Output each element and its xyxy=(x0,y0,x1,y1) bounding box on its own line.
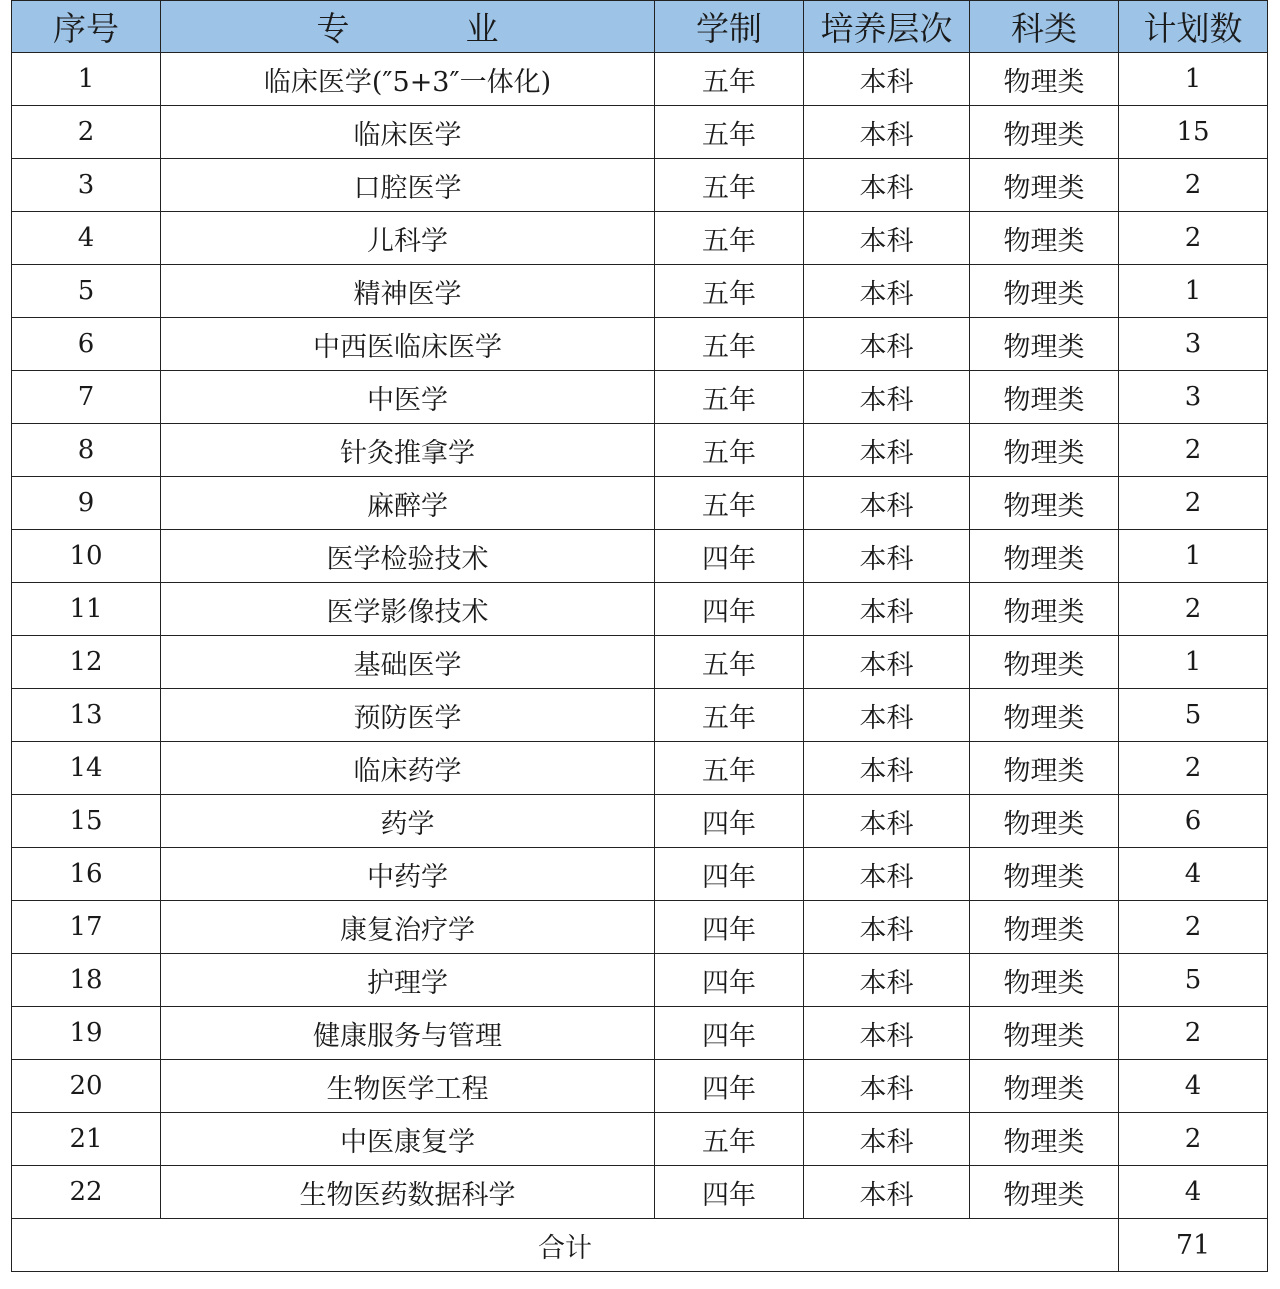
cell-duration: 四年 xyxy=(655,1060,804,1113)
table-row xyxy=(12,159,1268,212)
cell-level: 本科 xyxy=(804,689,970,742)
cell-duration: 五年 xyxy=(655,106,804,159)
cell-major: 康复治疗学 xyxy=(161,901,655,954)
header-category: 科类 xyxy=(970,1,1119,53)
cell-seq: 8 xyxy=(12,424,161,477)
cell-plan: 4 xyxy=(1119,848,1268,901)
cell-seq: 20 xyxy=(12,1060,161,1113)
cell-seq: 15 xyxy=(12,795,161,848)
cell-plan: 2 xyxy=(1119,212,1268,265)
cell-plan: 3 xyxy=(1119,371,1268,424)
header-plan: 计划数 xyxy=(1119,1,1268,53)
table-row xyxy=(12,53,1268,106)
cell-category: 物理类 xyxy=(970,583,1119,636)
cell-seq: 12 xyxy=(12,636,161,689)
cell-plan: 3 xyxy=(1119,318,1268,371)
cell-seq: 22 xyxy=(12,1166,161,1219)
cell-duration: 五年 xyxy=(655,53,804,106)
enrollment-plan-table xyxy=(11,0,1268,1272)
cell-plan: 2 xyxy=(1119,901,1268,954)
cell-category: 物理类 xyxy=(970,53,1119,106)
cell-seq: 13 xyxy=(12,689,161,742)
cell-category: 物理类 xyxy=(970,901,1119,954)
table-row xyxy=(12,1060,1268,1113)
cell-level: 本科 xyxy=(804,530,970,583)
cell-category: 物理类 xyxy=(970,1060,1119,1113)
cell-plan: 2 xyxy=(1119,1113,1268,1166)
cell-plan: 4 xyxy=(1119,1060,1268,1113)
cell-major: 针灸推拿学 xyxy=(161,424,655,477)
cell-duration: 四年 xyxy=(655,1007,804,1060)
cell-category: 物理类 xyxy=(970,159,1119,212)
header-seq: 序号 xyxy=(12,1,161,53)
cell-seq: 11 xyxy=(12,583,161,636)
cell-level: 本科 xyxy=(804,53,970,106)
cell-seq: 21 xyxy=(12,1113,161,1166)
table-row xyxy=(12,636,1268,689)
cell-seq: 10 xyxy=(12,530,161,583)
cell-major: 临床医学(″5+3″一体化) xyxy=(161,53,655,106)
cell-category: 物理类 xyxy=(970,689,1119,742)
cell-major: 儿科学 xyxy=(161,212,655,265)
cell-category: 物理类 xyxy=(970,318,1119,371)
cell-seq: 1 xyxy=(12,53,161,106)
table-row xyxy=(12,318,1268,371)
cell-plan: 2 xyxy=(1119,477,1268,530)
cell-duration: 五年 xyxy=(655,265,804,318)
cell-duration: 四年 xyxy=(655,530,804,583)
cell-seq: 3 xyxy=(12,159,161,212)
cell-level: 本科 xyxy=(804,1113,970,1166)
cell-seq: 14 xyxy=(12,742,161,795)
cell-category: 物理类 xyxy=(970,1166,1119,1219)
cell-level: 本科 xyxy=(804,1007,970,1060)
cell-seq: 19 xyxy=(12,1007,161,1060)
table-row xyxy=(12,1166,1268,1219)
cell-major: 中药学 xyxy=(161,848,655,901)
table-row xyxy=(12,795,1268,848)
cell-seq: 4 xyxy=(12,212,161,265)
cell-duration: 五年 xyxy=(655,689,804,742)
cell-category: 物理类 xyxy=(970,636,1119,689)
cell-seq: 9 xyxy=(12,477,161,530)
cell-seq: 18 xyxy=(12,954,161,1007)
table-row xyxy=(12,901,1268,954)
cell-duration: 四年 xyxy=(655,1166,804,1219)
cell-level: 本科 xyxy=(804,265,970,318)
cell-duration: 四年 xyxy=(655,583,804,636)
cell-plan: 15 xyxy=(1119,106,1268,159)
table-footer xyxy=(12,1219,1268,1272)
table-row xyxy=(12,424,1268,477)
table-row xyxy=(12,689,1268,742)
enrollment-plan-sheet xyxy=(11,0,1267,1272)
cell-seq: 7 xyxy=(12,371,161,424)
table-row xyxy=(12,265,1268,318)
cell-level: 本科 xyxy=(804,159,970,212)
cell-duration: 五年 xyxy=(655,318,804,371)
cell-major: 医学影像技术 xyxy=(161,583,655,636)
cell-plan: 4 xyxy=(1119,1166,1268,1219)
cell-duration: 五年 xyxy=(655,212,804,265)
cell-duration: 四年 xyxy=(655,795,804,848)
cell-level: 本科 xyxy=(804,901,970,954)
header-major: 专 业 xyxy=(161,1,655,53)
cell-seq: 2 xyxy=(12,106,161,159)
cell-seq: 5 xyxy=(12,265,161,318)
cell-level: 本科 xyxy=(804,1060,970,1113)
table-row xyxy=(12,212,1268,265)
cell-category: 物理类 xyxy=(970,212,1119,265)
cell-major: 中医康复学 xyxy=(161,1113,655,1166)
table-row xyxy=(12,583,1268,636)
cell-major: 中医学 xyxy=(161,371,655,424)
cell-major: 护理学 xyxy=(161,954,655,1007)
total-label: 合计 xyxy=(12,1219,1119,1272)
cell-seq: 17 xyxy=(12,901,161,954)
cell-duration: 四年 xyxy=(655,954,804,1007)
cell-category: 物理类 xyxy=(970,1007,1119,1060)
cell-major: 麻醉学 xyxy=(161,477,655,530)
cell-category: 物理类 xyxy=(970,1113,1119,1166)
cell-level: 本科 xyxy=(804,477,970,530)
cell-plan: 1 xyxy=(1119,636,1268,689)
cell-seq: 16 xyxy=(12,848,161,901)
cell-duration: 四年 xyxy=(655,901,804,954)
cell-level: 本科 xyxy=(804,212,970,265)
cell-level: 本科 xyxy=(804,795,970,848)
cell-category: 物理类 xyxy=(970,848,1119,901)
cell-duration: 五年 xyxy=(655,742,804,795)
cell-major: 药学 xyxy=(161,795,655,848)
table-row xyxy=(12,477,1268,530)
cell-level: 本科 xyxy=(804,742,970,795)
cell-plan: 2 xyxy=(1119,159,1268,212)
cell-major: 医学检验技术 xyxy=(161,530,655,583)
cell-category: 物理类 xyxy=(970,106,1119,159)
cell-category: 物理类 xyxy=(970,265,1119,318)
table-row xyxy=(12,371,1268,424)
cell-level: 本科 xyxy=(804,106,970,159)
cell-major: 中西医临床医学 xyxy=(161,318,655,371)
cell-category: 物理类 xyxy=(970,371,1119,424)
cell-category: 物理类 xyxy=(970,795,1119,848)
cell-category: 物理类 xyxy=(970,530,1119,583)
cell-level: 本科 xyxy=(804,1166,970,1219)
cell-duration: 五年 xyxy=(655,1113,804,1166)
cell-major: 生物医药数据科学 xyxy=(161,1166,655,1219)
total-value: 71 xyxy=(1119,1219,1268,1272)
cell-plan: 1 xyxy=(1119,265,1268,318)
cell-plan: 1 xyxy=(1119,53,1268,106)
cell-major: 健康服务与管理 xyxy=(161,1007,655,1060)
cell-duration: 五年 xyxy=(655,159,804,212)
cell-duration: 五年 xyxy=(655,477,804,530)
table-header xyxy=(12,1,1268,53)
header-duration: 学制 xyxy=(655,1,804,53)
cell-level: 本科 xyxy=(804,954,970,1007)
table-row xyxy=(12,106,1268,159)
cell-level: 本科 xyxy=(804,424,970,477)
cell-major: 精神医学 xyxy=(161,265,655,318)
cell-plan: 2 xyxy=(1119,1007,1268,1060)
cell-category: 物理类 xyxy=(970,742,1119,795)
cell-major: 临床药学 xyxy=(161,742,655,795)
cell-level: 本科 xyxy=(804,318,970,371)
cell-level: 本科 xyxy=(804,848,970,901)
table-row xyxy=(12,1007,1268,1060)
table-row xyxy=(12,848,1268,901)
cell-category: 物理类 xyxy=(970,424,1119,477)
cell-plan: 5 xyxy=(1119,954,1268,1007)
cell-major: 基础医学 xyxy=(161,636,655,689)
cell-plan: 2 xyxy=(1119,424,1268,477)
cell-plan: 6 xyxy=(1119,795,1268,848)
table-body xyxy=(12,53,1268,1219)
cell-duration: 五年 xyxy=(655,636,804,689)
table-row xyxy=(12,530,1268,583)
cell-major: 口腔医学 xyxy=(161,159,655,212)
cell-duration: 五年 xyxy=(655,424,804,477)
cell-major: 生物医学工程 xyxy=(161,1060,655,1113)
cell-major: 预防医学 xyxy=(161,689,655,742)
cell-duration: 五年 xyxy=(655,371,804,424)
cell-plan: 1 xyxy=(1119,530,1268,583)
cell-level: 本科 xyxy=(804,583,970,636)
header-row xyxy=(12,1,1268,53)
cell-duration: 四年 xyxy=(655,848,804,901)
cell-seq: 6 xyxy=(12,318,161,371)
table-row xyxy=(12,954,1268,1007)
cell-category: 物理类 xyxy=(970,477,1119,530)
cell-level: 本科 xyxy=(804,636,970,689)
header-level: 培养层次 xyxy=(804,1,970,53)
cell-category: 物理类 xyxy=(970,954,1119,1007)
cell-plan: 5 xyxy=(1119,689,1268,742)
table-row xyxy=(12,1113,1268,1166)
cell-plan: 2 xyxy=(1119,742,1268,795)
cell-plan: 2 xyxy=(1119,583,1268,636)
cell-level: 本科 xyxy=(804,371,970,424)
cell-major: 临床医学 xyxy=(161,106,655,159)
table-row xyxy=(12,742,1268,795)
total-row xyxy=(12,1219,1268,1272)
